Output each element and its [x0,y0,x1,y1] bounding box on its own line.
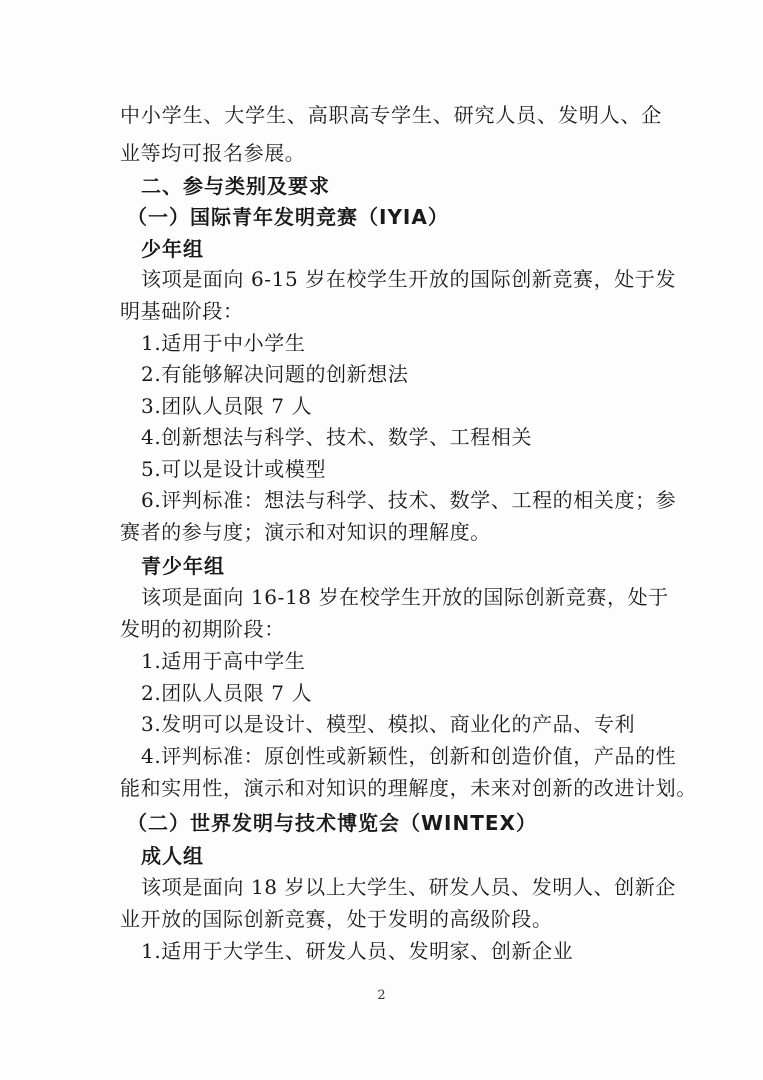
youth-item-4-line-1: 4.评判标准：原创性或新颖性，创新和创造价值，产品的性 [141,744,677,768]
junior-item-2: 2.有能够解决问题的创新想法 [141,362,409,386]
youth-item-2: 2.团队人员限 7 人 [141,681,313,705]
junior-item-4: 4.创新想法与科学、技术、数学、工程相关 [141,425,533,449]
junior-item-5: 5.可以是设计或模型 [141,457,327,481]
junior-group-heading: 少年组 [141,237,204,261]
wintex-heading: （二）世界发明与技术博览会（WINTEX） [127,811,537,835]
adult-desc-line-2: 业开放的国际创新竞赛，处于发明的高级阶段。 [120,907,553,931]
junior-desc-line-2: 明基础阶段： [120,299,244,323]
youth-desc-line-1: 该项是面向 16-18 岁在校学生开放的国际创新竞赛，处于 [141,585,669,609]
adult-desc-line-1: 该项是面向 18 岁以上大学生、研发人员、发明人、创新企 [141,875,676,899]
page-number: 2 [377,988,386,1003]
youth-item-3: 3.发明可以是设计、模型、模拟、商业化的产品、专利 [141,712,636,736]
junior-item-6-line-2: 赛者的参与度；演示和对知识的理解度。 [120,520,491,544]
youth-desc-line-2: 发明的初期阶段： [120,617,285,641]
junior-item-3: 3.团队人员限 7 人 [141,394,313,418]
iyia-heading: （一）国际青年发明竞赛（IYIA） [127,205,449,229]
youth-item-4-line-2: 能和实用性，演示和对知识的理解度，未来对创新的改进计划。 [120,776,697,800]
youth-group-heading: 青少年组 [141,554,225,578]
intro-line-1: 中小学生、大学生、高职高专学生、研究人员、发明人、企 [120,103,662,127]
junior-item-1: 1.适用于中小学生 [141,331,306,355]
junior-item-6-line-1: 6.评判标准：想法与科学、技术、数学、工程的相关度；参 [141,488,677,512]
adult-item-1: 1.适用于大学生、研发人员、发明家、创新企业 [141,939,574,963]
adult-group-heading: 成人组 [141,844,204,868]
junior-desc-line-1: 该项是面向 6-15 岁在校学生开放的国际创新竞赛，处于发 [141,267,677,291]
section-2-heading: 二、参与类别及要求 [141,174,330,198]
intro-line-2: 业等均可报名参展。 [120,141,306,165]
youth-item-1: 1.适用于高中学生 [141,649,306,673]
